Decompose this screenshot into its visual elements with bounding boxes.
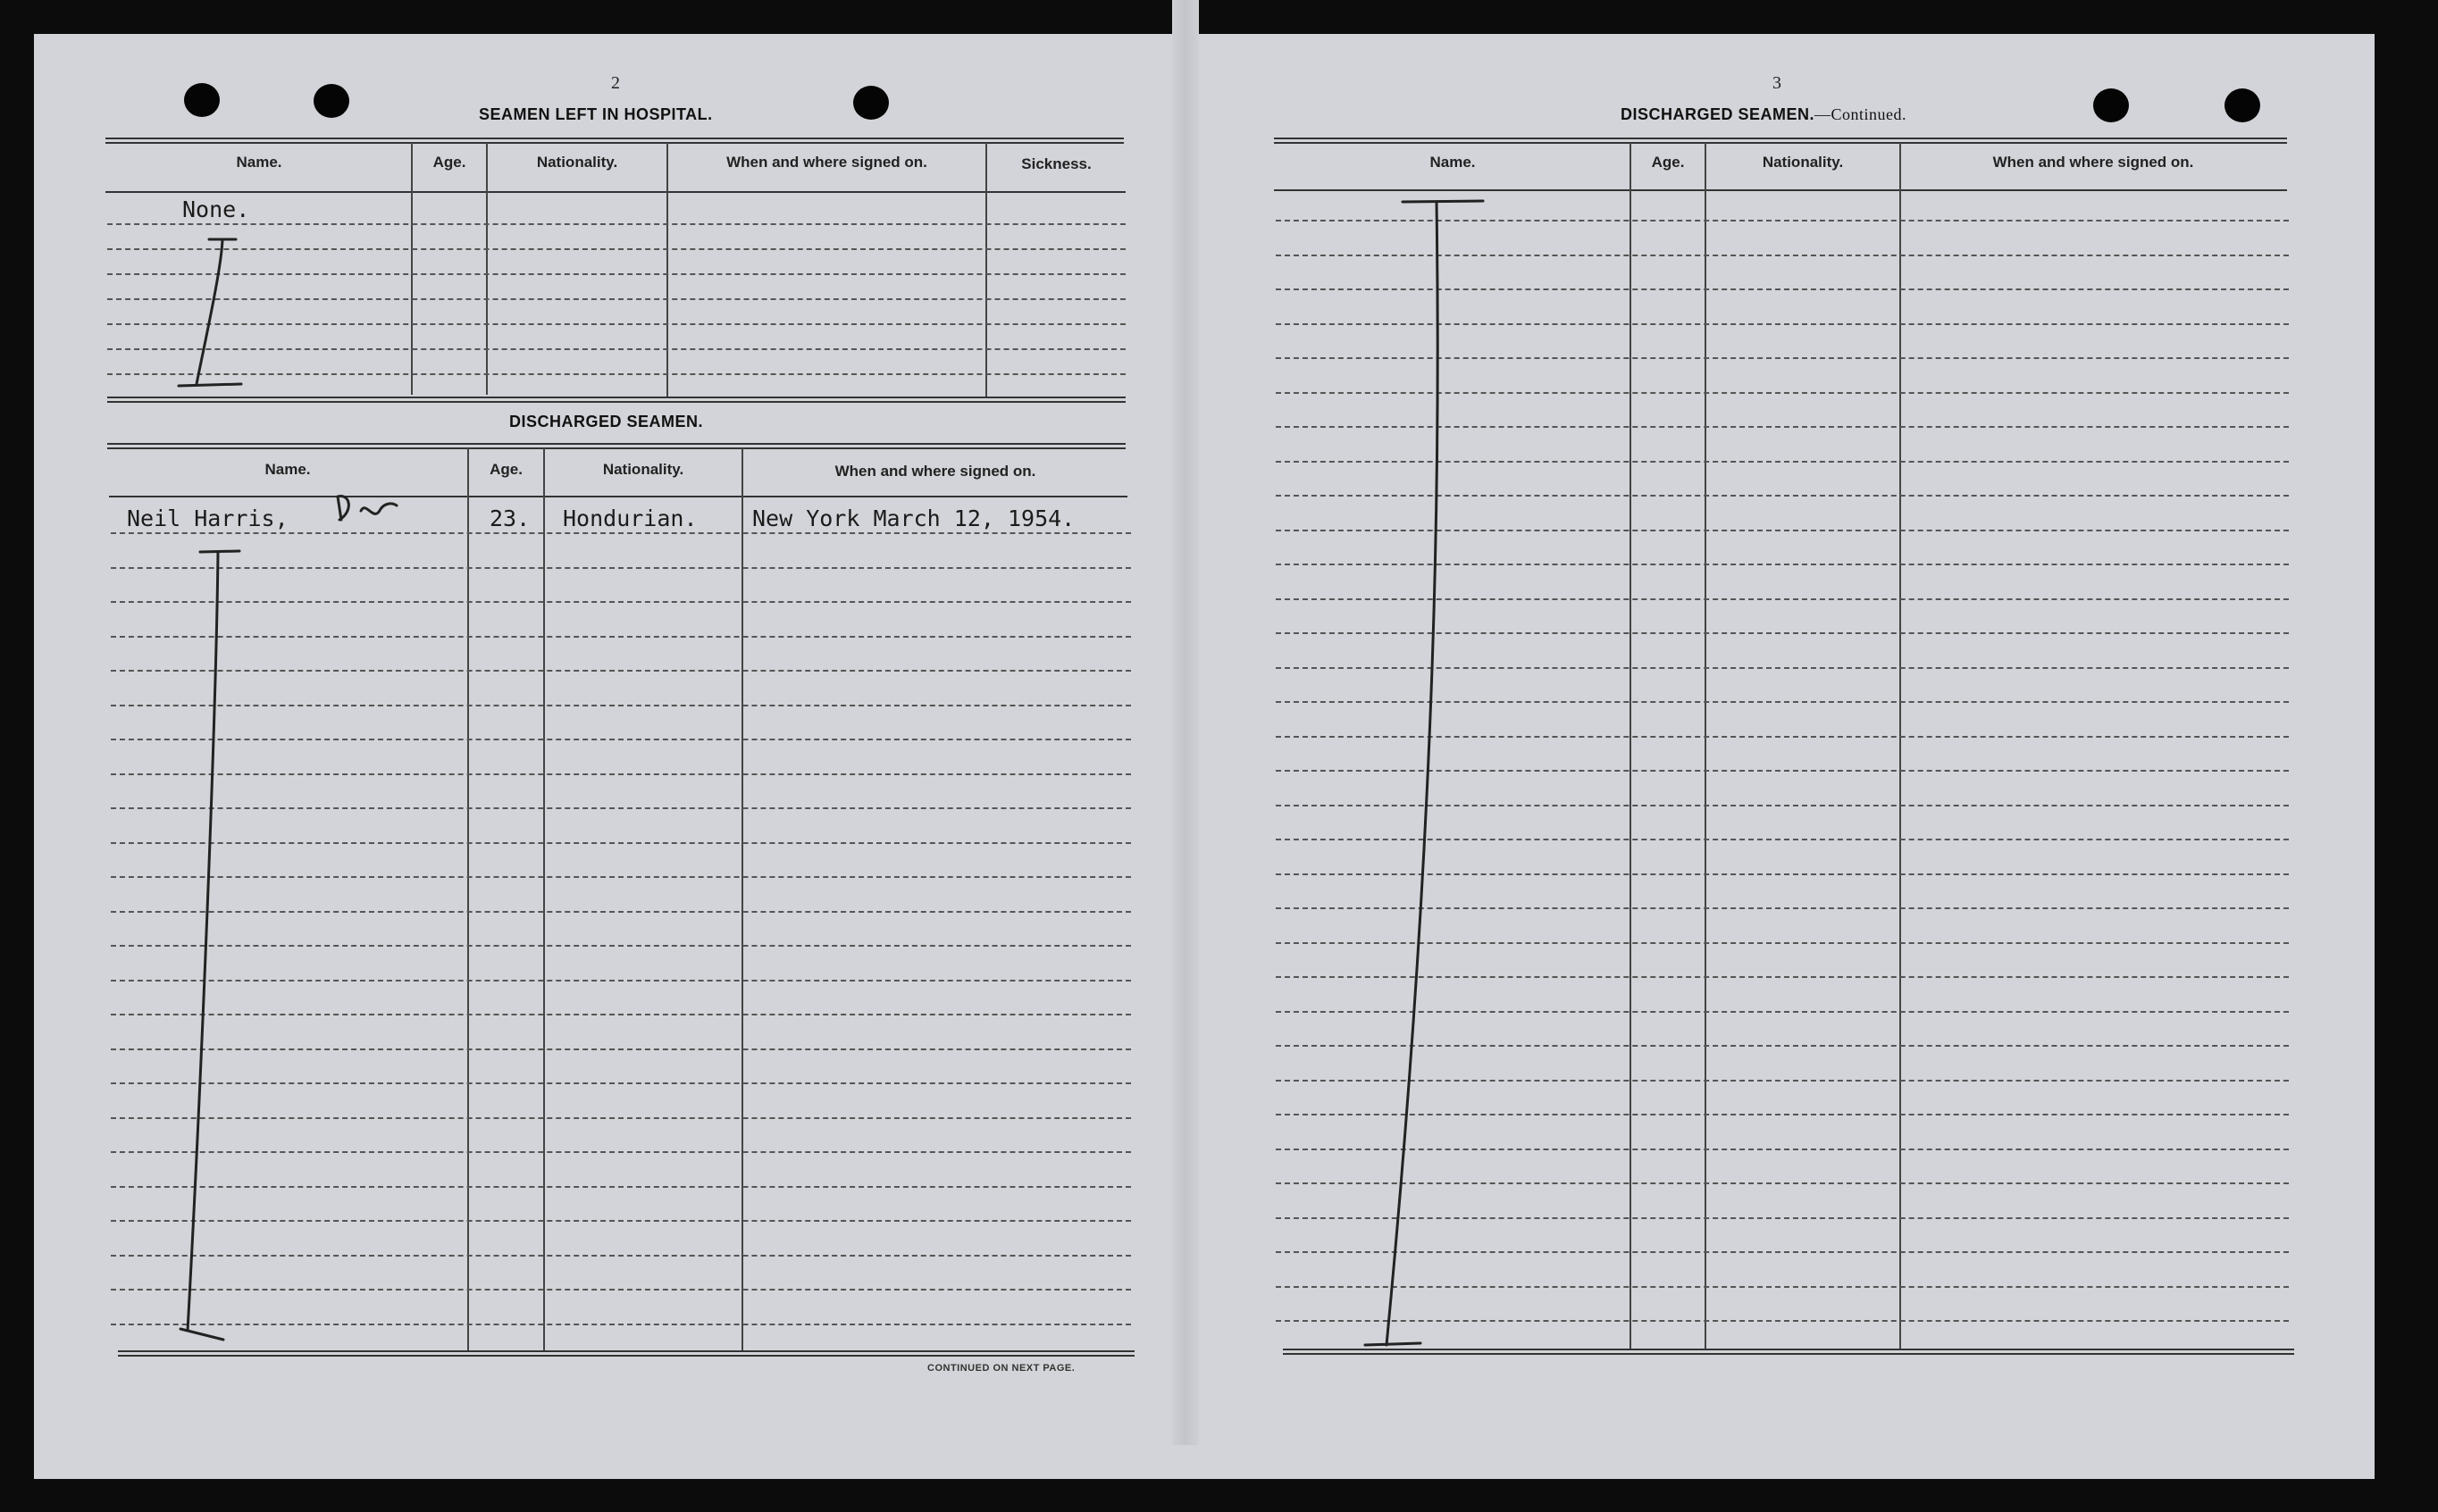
seaman-signed-on: New York March 12, 1954. bbox=[752, 505, 1076, 531]
seaman-nationality: Hondurian. bbox=[563, 505, 698, 531]
hospital-col-sickness: Sickness. bbox=[1021, 155, 1092, 172]
page-number-right: 3 bbox=[1772, 73, 1781, 93]
hospital-strike-line bbox=[179, 239, 241, 386]
discharged-col-name: Name. bbox=[264, 461, 311, 478]
continued-footnote: CONTINUED ON NEXT PAGE. bbox=[927, 1363, 1076, 1374]
seaman-age: 23. bbox=[490, 505, 531, 531]
initials-mark bbox=[338, 496, 397, 520]
discharged-strike-line bbox=[180, 551, 239, 1340]
discharged-col-signed-on: When and where signed on. bbox=[834, 463, 1036, 480]
hospital-entry-none: None. bbox=[182, 196, 250, 222]
hospital-col-age: Age. bbox=[432, 154, 466, 171]
page-number-left: 2 bbox=[611, 73, 620, 93]
right-title-text: DISCHARGED SEAMEN. bbox=[1621, 105, 1815, 123]
hospital-col-nationality: Nationality. bbox=[536, 154, 618, 171]
hospital-section-title: SEAMEN LEFT IN HOSPITAL. bbox=[479, 105, 713, 123]
seaman-name: Neil Harris, bbox=[127, 505, 289, 531]
right-col-age: Age. bbox=[1651, 154, 1685, 171]
hospital-col-signed-on: When and where signed on. bbox=[726, 154, 927, 171]
right-col-name: Name. bbox=[1429, 154, 1476, 171]
right-strike-line bbox=[1365, 201, 1483, 1345]
discharged-section-title: DISCHARGED SEAMEN. bbox=[509, 413, 704, 430]
hospital-col-name: Name. bbox=[236, 154, 282, 171]
right-col-nationality: Nationality. bbox=[1762, 154, 1844, 171]
right-title-suffix: —Continued. bbox=[1814, 105, 1907, 123]
discharged-col-nationality: Nationality. bbox=[602, 461, 684, 478]
right-col-signed-on: When and where signed on. bbox=[1992, 154, 2194, 171]
discharged-col-age: Age. bbox=[490, 461, 523, 478]
